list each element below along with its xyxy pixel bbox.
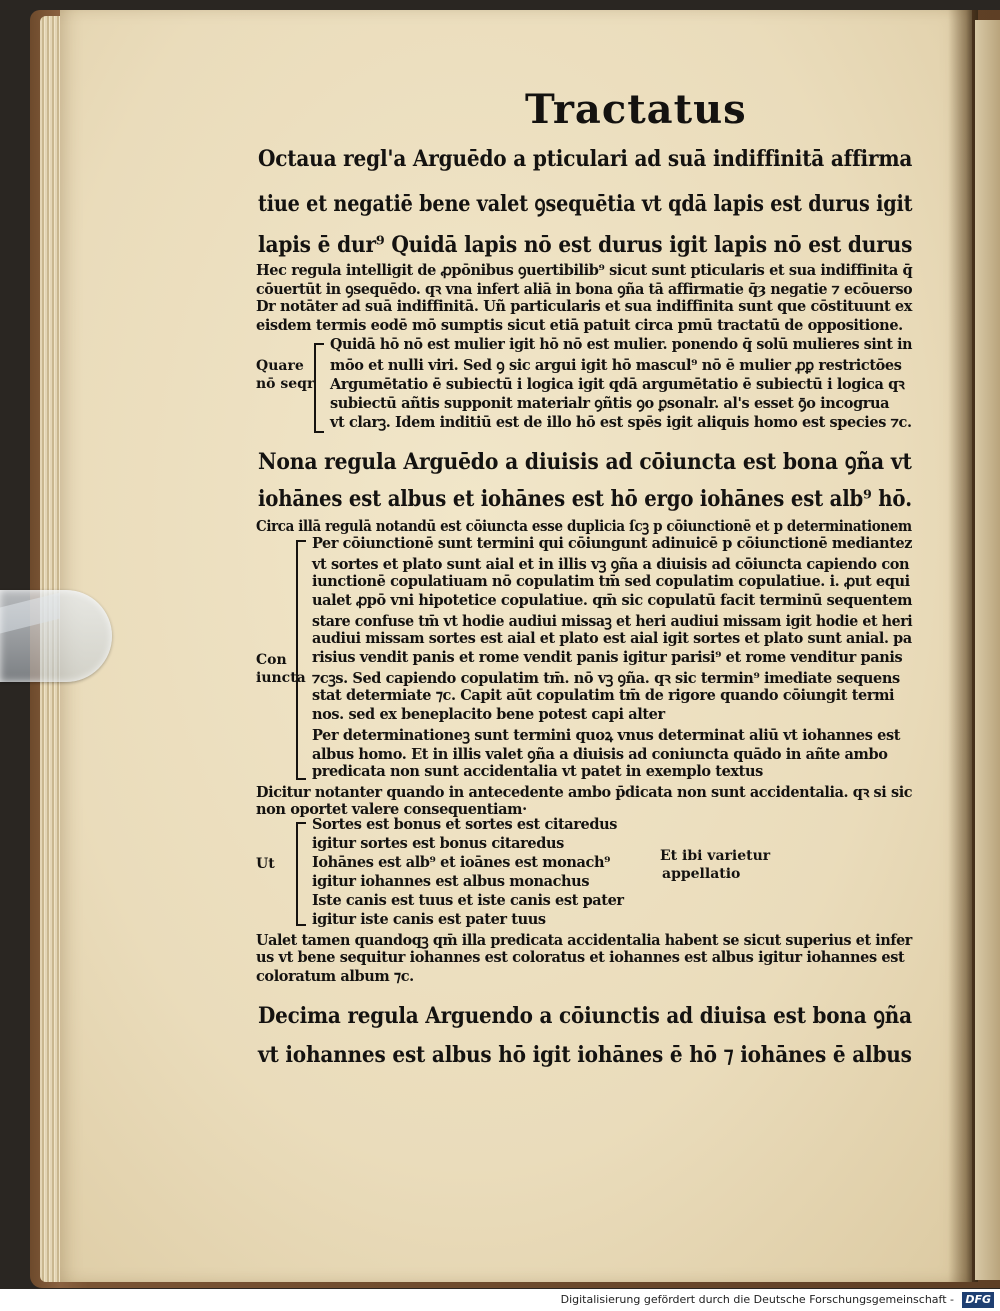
text-line: iohānes est albus et iohānes est hō ergo iohānes est alb⁹ hō. — [258, 486, 912, 512]
text-line: cōuertūt in ꝯsequēdo. qꝛ vna infert aliā in bona ꝯña tā affirmatie q̄ȝ negatie ⁊ ecōuerso — [256, 281, 913, 298]
facing-page-edge — [975, 20, 1000, 1280]
text-line: vt iohannes est albus hō igit iohānes ē hō ⁊ iohānes ē albus — [258, 1042, 912, 1068]
text-line: us vt bene sequitur iohannes est coloratus et iohannes est albus igitur iohannes est — [256, 949, 905, 966]
text-line: igitur sortes est bonus citaredus — [312, 835, 564, 852]
text-line: stat determiate ⁊c. Capit aūt copulatim tm̄ de rigore quando cōiungit termi — [312, 687, 895, 704]
text-line: lapis ē dur⁹ Quidā lapis nō est durus igit lapis nō est durus — [258, 232, 913, 258]
page-gutter-shadow — [948, 10, 978, 1282]
margin-note: iuncta — [256, 670, 306, 686]
text-line: Quidā hō nō est mulier igit hō nō est mulier. ponendo q̄ solū mulieres sint in — [330, 336, 913, 353]
text-line: vt clarꝫ. Idem inditiū est de illo hō est spēs igit aliquis homo est species ⁊c. — [330, 414, 912, 431]
bracket — [296, 540, 306, 780]
text-line: Argumētatio ē subiectū i logica igit qdā argumētatio ē subiectū i logica qꝛ — [330, 376, 905, 393]
text-line: ⁊cꝫs. Sed capiendo copulatim tm̄. nō vꝫ ꝯña. qꝛ sic termin⁹ imediate sequens — [312, 670, 900, 687]
text-line: non oportet valere consequentiam· — [256, 801, 527, 818]
text-line: tiue et negatiē bene valet ꝯsequētia vt qdā lapis est durus igit — [258, 191, 913, 217]
text-line: subiectū añtis supponit materialr ꝯñtis ꝯo ꝑsonalr. al's esset ꝯ̄o incogrua — [330, 395, 890, 412]
text-line: mōo et nulli viri. Sed ꝯ sic argui igit hō mascul⁹ nō ē mulier ꝓꝑ restrictōes — [330, 357, 902, 374]
text-line: predicata non sunt accidentalia vt patet in exemplo textus — [312, 763, 763, 780]
margin-note: appellatio — [662, 866, 741, 882]
text-line: albus homo. Et in illis valet ꝯña a diuisis ad coniuncta quādo in añte ambo — [312, 746, 888, 763]
margin-note: Ut — [256, 856, 275, 872]
text-line: Per determinationeꝫ sunt termini quoꝝ vnus determinat aliū vt iohannes est — [312, 727, 901, 744]
text-line: Sortes est bonus et sortes est citaredus — [312, 816, 618, 833]
text-line: coloratum album ⁊c. — [256, 968, 414, 985]
text-line: Nona regula Arguēdo a diuisis ad cōiuncta est bona ꝯña vt — [258, 449, 912, 475]
text-line: iunctionē copulatiuam nō copulatim tm̄ sed copulatim copulatiue. i. ꝓut equi — [312, 573, 910, 590]
text-line: Per cōiunctionē sunt termini qui cōiungunt adinuicē p cōiunctionē mediantez — [312, 535, 913, 552]
text-line: Decima regula Arguendo a cōiunctis ad diuisa est bona ꝯña — [258, 1003, 912, 1029]
page-title: Tractatus — [525, 86, 747, 133]
text-line: Hec regula intelligit de ꝓpōnibus ꝯuertibilib⁹ sicut sunt pticularis et sua indiffinita q̄ — [256, 262, 913, 279]
text-line: Iste canis est tuus et iste canis est pater — [312, 892, 624, 909]
text-line: vt sortes et plato sunt aial et in illis vꝫ ꝯña a diuisis ad cōiuncta capiendo con — [312, 556, 910, 573]
text-line: Dicitur notanter quando in antecedente ambo p̄dicata non sunt accidentalia. qꝛ si sic — [256, 784, 913, 801]
text-line: ualet ꝓpō vni hipotetice copulatiue. qm̄ sic copulatū facit terminū sequentem — [312, 592, 913, 609]
text-line: igitur iohannes est albus monachus — [312, 873, 590, 890]
dfg-logo: DFG — [962, 1292, 994, 1308]
digitization-credit: Digitalisierung gefördert durch die Deutsche Forschungsgemeinschaft - — [0, 1289, 1000, 1311]
text-line: Octaua regl'a Arguēdo a pticulari ad suā indiffinitā affirma — [258, 146, 913, 172]
text-line: audiui missam sortes est aial et plato est aial igit sortes et plato sunt anial. pa — [312, 630, 912, 647]
text-line: risius vendit panis et rome vendit panis igitur parisi⁹ et rome venditur panis — [312, 649, 903, 666]
text-line: nos. sed ex beneplacito bene potest capi alter — [312, 706, 665, 723]
text-line: Iohānes est alb⁹ et ioānes est monach⁹ — [312, 854, 611, 871]
bracket — [314, 343, 324, 433]
bracket — [296, 822, 306, 926]
margin-note: Con — [256, 652, 287, 668]
margin-note: nō seqr — [256, 376, 315, 392]
text-line: igitur iste canis est pater tuus — [312, 911, 546, 928]
margin-note: Et ibi varietur — [660, 848, 771, 864]
text-line: Ualet tamen quandoqꝫ qm̄ illa predicata accidentalia habent se sicut superius et infer — [256, 932, 912, 949]
text-line: stare confuse tm̄ vt hodie audiui missaꝫ et heri audiui missam igit hodie et heri — [312, 613, 913, 630]
margin-note: Quare — [256, 358, 304, 374]
text-line: eisdem termis eodē mō sumptis sicut etiā patuit circa pmū tractatū de oppositione. — [256, 317, 903, 334]
page-clip — [0, 590, 112, 682]
text-line: Dr notāter ad suā indiffinitā. Uñ particularis et sua indiffinita sunt que cōstituunt ex — [256, 298, 912, 315]
text-line: Circa illā regulā notandū est cōiuncta esse duplicia ſcꝫ p cōiunctionē et p determinationem — [256, 518, 912, 535]
